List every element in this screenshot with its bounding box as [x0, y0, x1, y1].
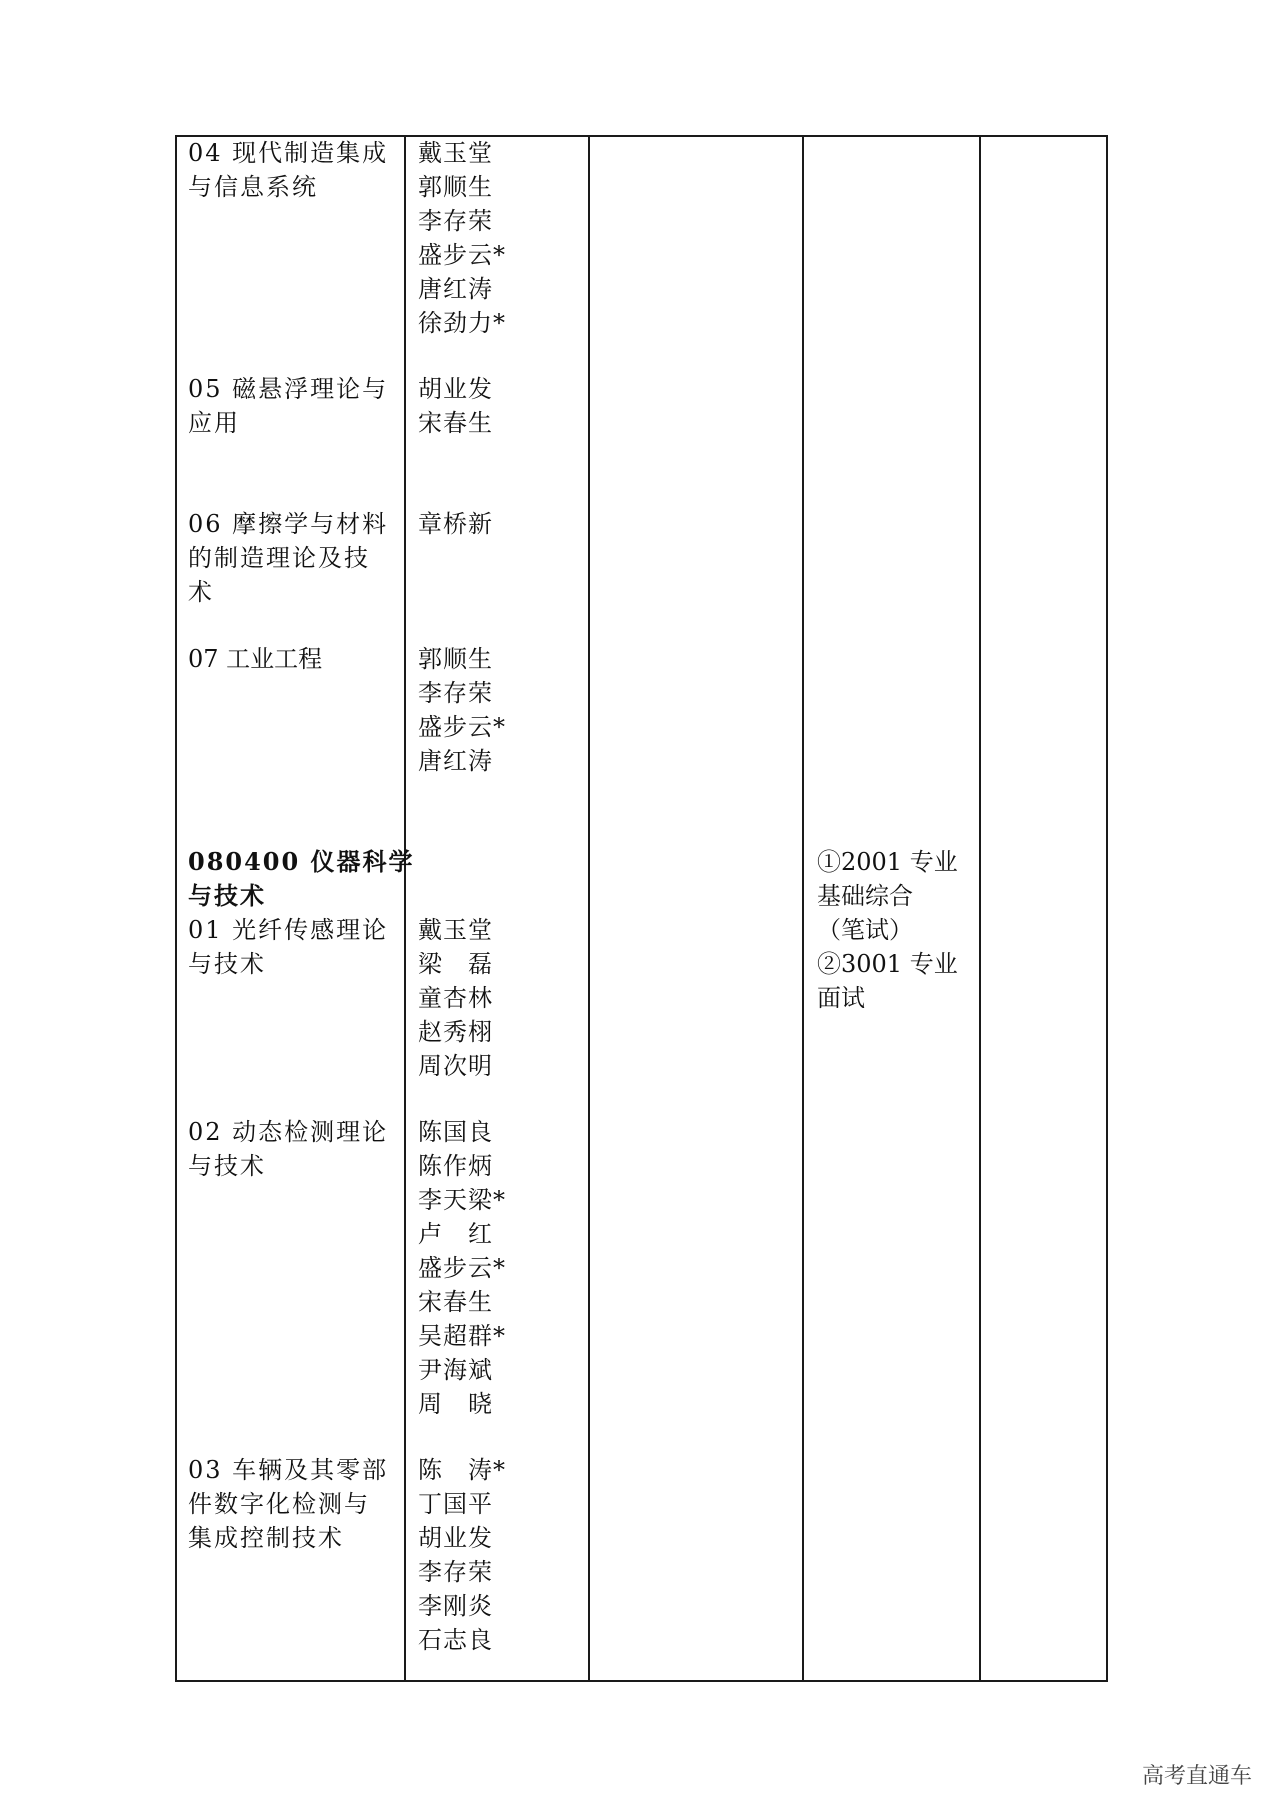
- supervisor: 卢 红: [418, 1220, 493, 1248]
- supervisor: 吴超群*: [418, 1322, 506, 1350]
- supervisor: 戴玉堂: [418, 139, 493, 167]
- supervisor: 胡业发: [418, 375, 493, 403]
- direction-07-line1: 07 工业工程: [188, 645, 323, 673]
- supervisor: 童杏林: [418, 984, 493, 1012]
- direction-i03-line1: 03 车辆及其零部: [188, 1456, 389, 1484]
- supervisor: 郭顺生: [418, 173, 493, 201]
- supervisor: 胡业发: [418, 1524, 493, 1552]
- supervisor: 郭顺生: [418, 645, 493, 673]
- direction-05-line1: 05 磁悬浮理论与: [188, 375, 389, 403]
- exam-subject: ①2001 专业: [817, 848, 958, 876]
- supervisor: 李天梁*: [418, 1186, 506, 1214]
- exam-subject: 基础综合: [817, 882, 913, 910]
- direction-06-line1: 06 摩擦学与材料: [188, 510, 389, 538]
- supervisor: 唐红涛: [418, 747, 493, 775]
- supervisor: 李存荣: [418, 679, 493, 707]
- supervisor: 周次明: [418, 1052, 493, 1080]
- direction-04-line1: 04 现代制造集成: [188, 139, 389, 167]
- supervisor: 戴玉堂: [418, 916, 493, 944]
- supervisor: 石志良: [418, 1626, 493, 1654]
- exam-subject: 面试: [817, 984, 865, 1012]
- direction-06-line3: 术: [188, 578, 214, 606]
- major-title-line1: 080400 仪器科学: [188, 847, 415, 876]
- table-border-right: [1106, 135, 1108, 1682]
- supervisor: 唐红涛: [418, 275, 493, 303]
- supervisor: 丁国平: [418, 1490, 493, 1518]
- supervisor: 盛步云*: [418, 241, 506, 269]
- supervisor: 李存荣: [418, 1558, 493, 1586]
- supervisor: 赵秀栩: [418, 1018, 493, 1046]
- column-divider-1: [404, 135, 406, 1682]
- direction-i02-line1: 02 动态检测理论: [188, 1118, 389, 1146]
- supervisor: 盛步云*: [418, 1254, 506, 1282]
- supervisor: 宋春生: [418, 409, 493, 437]
- direction-i03-line3: 集成控制技术: [188, 1524, 344, 1552]
- direction-i01-line1: 01 光纤传感理论: [188, 916, 389, 944]
- admissions-table: [175, 135, 1108, 1682]
- column-divider-4: [979, 135, 981, 1682]
- supervisor: 周 晓: [418, 1390, 493, 1418]
- major-title-line2: 与技术: [188, 881, 266, 910]
- supervisor: 徐劲力*: [418, 309, 506, 337]
- supervisor: 梁 磊: [418, 950, 493, 978]
- supervisor: 陈 涛*: [418, 1456, 506, 1484]
- supervisor: 宋春生: [418, 1288, 493, 1316]
- supervisor: 李刚炎: [418, 1592, 493, 1620]
- direction-06-line2: 的制造理论及技: [188, 544, 370, 572]
- exam-subject: （笔试）: [817, 916, 913, 944]
- supervisor: 盛步云*: [418, 713, 506, 741]
- supervisor: 李存荣: [418, 207, 493, 235]
- supervisor: 陈作炳: [418, 1152, 493, 1180]
- supervisor: 尹海斌: [418, 1356, 493, 1384]
- direction-05-line2: 应用: [188, 409, 240, 437]
- direction-i01-line2: 与技术: [188, 950, 266, 978]
- watermark-text: 高考直通车: [1141, 1764, 1252, 1789]
- table-border-left: [175, 135, 177, 1682]
- column-divider-3: [802, 135, 804, 1682]
- direction-i02-line2: 与技术: [188, 1152, 266, 1180]
- direction-04-line2: 与信息系统: [188, 173, 318, 201]
- supervisor: 章桥新: [418, 510, 493, 538]
- direction-i03-line2: 件数字化检测与: [188, 1490, 370, 1518]
- exam-subject: ②3001 专业: [817, 950, 958, 978]
- column-divider-2: [588, 135, 590, 1682]
- supervisor: 陈国良: [418, 1118, 493, 1146]
